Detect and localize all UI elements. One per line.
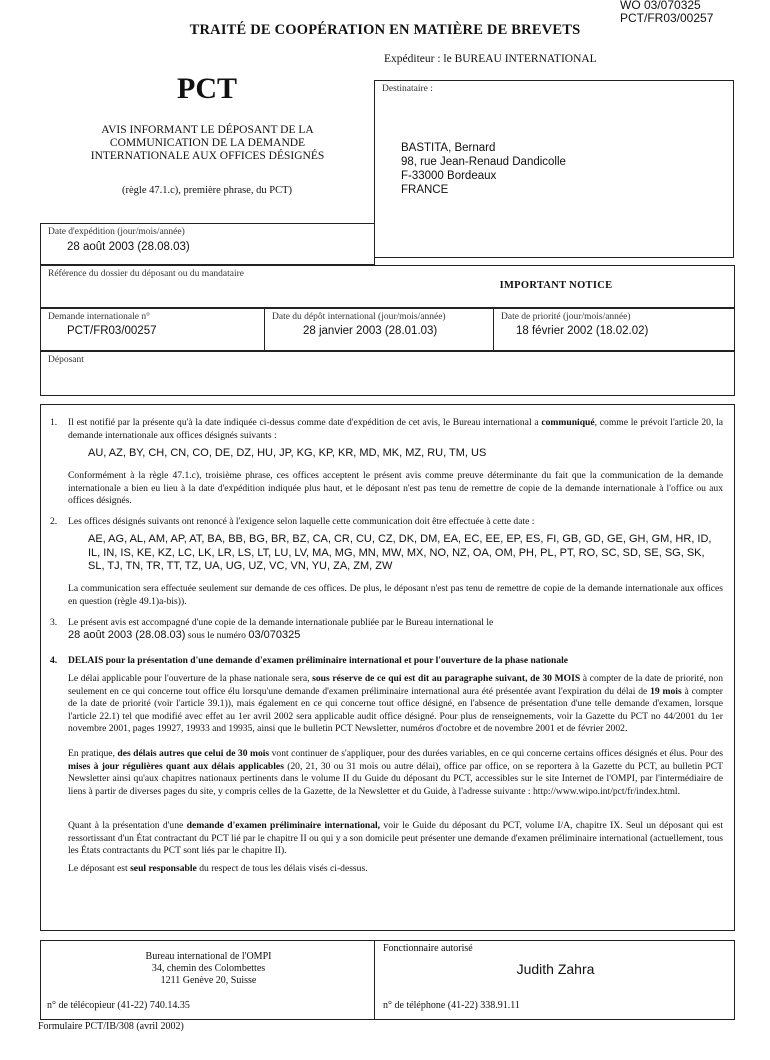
file-reference-box <box>40 265 735 308</box>
fax-number: n° de télécopieur (41-22) 740.14.35 <box>47 1000 190 1011</box>
office-street: 34, chemin des Colombettes <box>151 963 266 974</box>
section-4-paragraph-4: Le déposant est seul responsable du respect de tous les délais visés ci-dessus. <box>68 863 368 874</box>
footer-officer-box <box>374 940 735 1020</box>
officer-name: Judith Zahra <box>516 961 595 977</box>
phone-number: n° de téléphone (41-22) 338.91.11 <box>383 1000 520 1011</box>
sender-line: Expéditeur : le BUREAU INTERNATIONAL <box>384 53 597 65</box>
section-1-number: 1. <box>50 417 58 428</box>
footer-office-box <box>40 940 375 1020</box>
section-1-office-codes: AU, AZ, BY, CH, CN, CO, DE, DZ, HU, JP, KG, KP, KR, MD, MK, MZ, RU, TM, US <box>88 447 487 459</box>
section-4-title: DELAIS pour la présentation d'une demande d'examen préliminaire international et pour l'ouverture de la phase nationale <box>68 656 568 666</box>
addressee-name: BASTITA, Bernard <box>401 142 496 154</box>
officer-label: Fonctionnaire autorisé <box>383 943 473 954</box>
section-2-intro: Les offices désignés suivants ont renoncé à l'exigence selon laquelle cette communication doit être effectuée à cette date : <box>68 516 535 527</box>
applicant-label: Déposant <box>48 355 84 365</box>
section-2-paragraph-2: La communication sera effectuée seulement sur demande de ces offices. De plus, le déposant n'est pas tenu de remettre de copie de la demande internationale aux offices en question (règle 49.1)a-bis)). <box>68 583 723 607</box>
notice-title: AVIS INFORMANT LE DÉPOSANT DE LA COMMUNICATION DE LA DEMANDE INTERNATIONALE AUX OFFICES DÉSIGNÉS <box>90 124 325 162</box>
intl-application-label: Demande internationale n° <box>48 312 150 322</box>
section-3-number: 3. <box>50 617 58 628</box>
priority-date-box <box>493 308 735 351</box>
filing-date-label: Date du dépôt international (jour/mois/année) <box>272 312 446 322</box>
addressee-city: F-33000 Bordeaux <box>401 170 497 182</box>
form-identifier: Formulaire PCT/IB/308 (avril 2002) <box>38 1021 184 1032</box>
priority-date-label: Date de priorité (jour/mois/année) <box>501 312 631 322</box>
addressee-box <box>374 80 734 258</box>
section-1-intro: Il est notifié par la présente qu'à la date indiquée ci-dessus comme date d'expédition de cet avis, le Bureau international a communiqué, comme le prévoit l'article 20, la demande internationale aux offices désignés suivants : <box>68 417 724 441</box>
application-number-header: PCT/FR03/00257 <box>620 11 714 25</box>
section-4-number: 4. <box>50 655 58 666</box>
rule-reference: (règle 47.1.c), première phrase, du PCT) <box>122 185 292 196</box>
addressee-label: Destinataire : <box>382 84 433 94</box>
dispatch-date-box <box>40 223 375 265</box>
intl-application-value: PCT/FR03/00257 <box>67 325 157 337</box>
section-4-paragraph-3: Quant à la présentation d'une demande d'examen préliminaire international, voir le Guide du déposant du PCT, volume I/A, chapitre IX. Seul un déposant qui est ressortissant d'un État contractant du PCT lié par le chapitre II ou qui y a son domicile peut présenter une demande d'examen préliminaire international (actuellement, tous les États contractants du PCT sont liés par le chapitre II). <box>68 820 723 857</box>
intl-application-box <box>40 308 265 351</box>
office-city: 1211 Genève 20, Suisse <box>160 975 257 986</box>
section-3-text: Le présent avis est accompagné d'une copie de la demande internationale publiée par le Bureau international le <box>68 617 494 628</box>
publication-number: WO 03/070325 <box>620 0 701 12</box>
pct-heading: PCT <box>177 72 237 105</box>
filing-date-box <box>264 308 494 351</box>
section-3-publication: 28 août 2003 (28.08.03) sous le numéro 03/070325 <box>68 629 301 641</box>
applicant-box <box>40 351 735 396</box>
addressee-street: 98, rue Jean-Renaud Dandicolle <box>401 156 566 168</box>
office-name: Bureau international de l'OMPI <box>145 951 272 962</box>
section-2-office-codes: AE, AG, AL, AM, AP, AT, BA, BB, BG, BR, BZ, CA, CR, CU, CZ, DK, DM, EA, EC, EE, EP, ES, FI, GB, GD, GE, GH, GM, HR, ID, IL, IN, IS, KE, KZ, LC, LK, LR, LS, LT, LU, LV, MA, MG, MN, MW, MX, NO, NZ, OA, OM, PH, PL, PT, RO, SC, SD, SE, SG, SK, SL, TJ, TN, TR, TT, TZ, UA, UG, UZ, VC, VN, YU, ZA, ZM, ZW <box>88 533 712 573</box>
treaty-title: TRAITÉ DE COOPÉRATION EN MATIÈRE DE BREVETS <box>189 22 581 38</box>
addressee-country: FRANCE <box>401 184 449 196</box>
section-4-paragraph-2: En pratique, des délais autres que celui de 30 mois vont continuer de s'appliquer, pour des durées variables, en ce qui concerne certains offices désignés et élus. Pour des mises à jour régulières quant aux délais applicables (20, 21, 30 ou 31 mois ou autre délai), office par office, on se reportera à la Gazette du PCT, au bulletin PCT Newsletter ainsi qu'aux chapitres nationaux pertinents dans le volume II du Guide du déposant du PCT, accessibles sur le site Internet de l'OMPI, par l'intermédiaire de liens à partir de diverses pages du site, y compris celles de la Gazette, de la Newsletter et du Guide, à l'adresse suivante : http://www.wipo.int/pct/fr/index.html. <box>68 748 723 797</box>
dispatch-date-label: Date d'expédition (jour/mois/année) <box>48 227 185 237</box>
filing-date-value: 28 janvier 2003 (28.01.03) <box>303 325 438 337</box>
file-reference-label: Référence du dossier du déposant ou du mandataire <box>48 269 245 279</box>
section-1-paragraph-2: Conformément à la règle 47.1.c), troisième phrase, ces offices acceptent le présent avis comme preuve déterminante du fait que la communication de la demande internationale a bien eu lieu à la date d'expédition indiquée plus haut, et le déposant n'est pas tenu de remettre de copie de la demande internationale à l'office ou aux offices désignés. <box>68 470 723 507</box>
section-2-number: 2. <box>50 516 58 527</box>
section-4-paragraph-1: Le délai applicable pour l'ouverture de la phase nationale sera, sous réserve de ce qui est dit au paragraphe suivant, de 30 MOIS à compter de la date de priorité, non seulement en ce qui concerne tout office élu lorsqu'une demande d'examen préliminaire international aura été présentée avant l'expiration du délai de 19 mois à compter de la date de priorité (voir l'article 39.1)), mais également en ce qui concerne tout office désigné, en l'absence de présentation d'une telle demande d'examen, lorsque l'article 22.1) tel que modifié avec effet au 1er avril 2002 sera applicable audit office désigné. Pour plus de renseignements, voir la Gazette du PCT no 44/2001 du 1er novembre 2001, pages 19927, 19933 and 19935, ainsi que le bulletin PCT Newsletter, numéros d'octobre et de novembre 2001 et de février 2002. <box>68 673 724 735</box>
dispatch-date-value: 28 août 2003 (28.08.03) <box>67 241 190 253</box>
priority-date-value: 18 février 2002 (18.02.02) <box>516 325 649 337</box>
important-notice: IMPORTANT NOTICE <box>499 280 613 291</box>
